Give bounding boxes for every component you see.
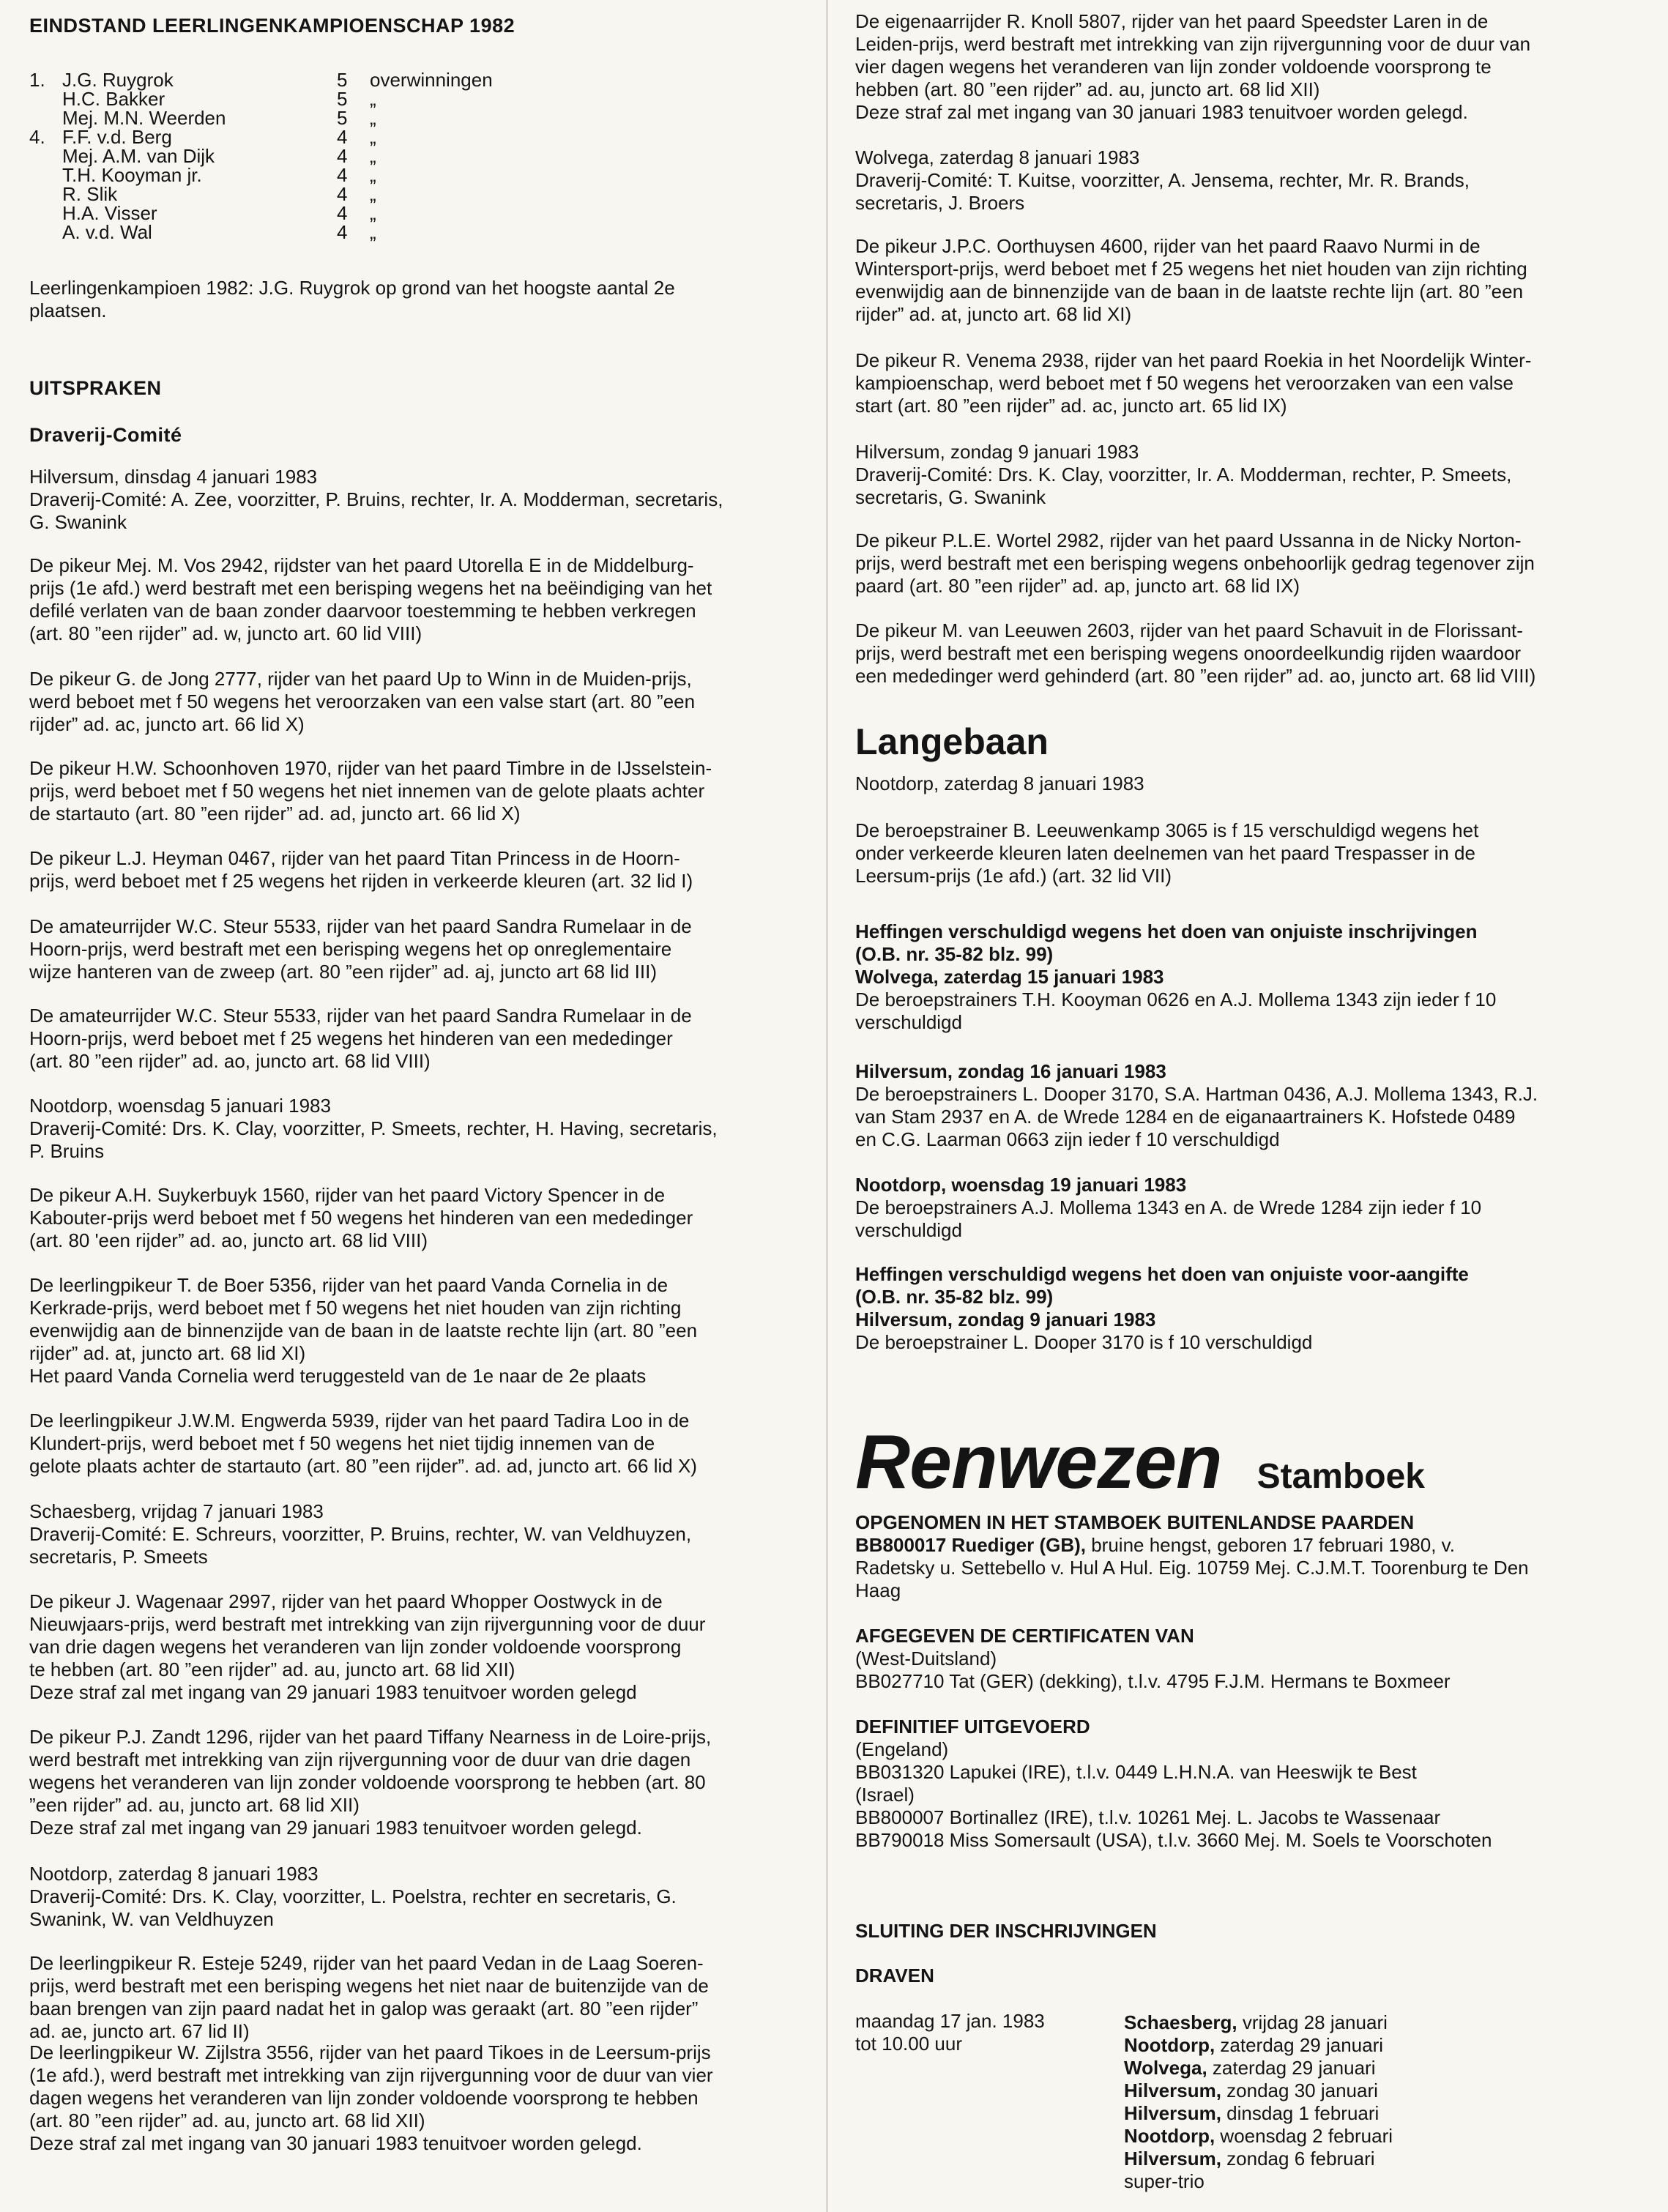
standings-rank bbox=[29, 185, 62, 204]
race-place: Nootdorp, bbox=[1124, 2125, 1215, 2147]
heffingen-3-heading: Nootdorp, woensdag 19 januari 1983 bbox=[855, 1174, 1187, 1196]
ruling-wagenaar: De pikeur J. Wagenaar 2997, rijder van het paard Whopper Oostwyck in de Nieuwjaars-prijs, werd bestraft met intrekking van zijn rijvergunning voor de duur van drie dagen wegens het veranderen van lijn zonder voldoende voorsprong te hebben (art. 80 ”een rijder” ad. au, juncto art. 68 lid XII) Deze straf zal met ingang van 29 januari 1983 tenuitvoer worden gelegd bbox=[29, 1590, 706, 1703]
standings-note: „ bbox=[370, 202, 376, 224]
certificaten-heading: AFGEGEVEN DE CERTIFICATEN VAN bbox=[855, 1625, 1194, 1647]
ruling-de-boer: De leerlingpikeur T. de Boer 5356, rijder van het paard Vanda Cornelia in de Kerkrade-prijs, werd beboet met f 50 wegens het niet houden van zijn richting evenwijdig aan de binnenzijde van de baan in de laatste rechte lijn (art. 80 ”een rijder” ad. at, juncto art. 68 lid XI) Het paard Vanda Cornelia werd teruggesteld van de 1e naar de 2e plaats bbox=[29, 1274, 698, 1387]
heffingen-1-text: De beroepstrainers T.H. Kooyman 0626 en A.J. Mollema 1343 zijn ieder f 10 verschuldigd bbox=[855, 988, 1497, 1033]
standings-rank bbox=[29, 108, 62, 127]
standings-note: „ bbox=[370, 107, 376, 129]
session-hilversum-4-jan: Hilversum, dinsdag 4 januari 1983 Draverij-Comité: A. Zee, voorzitter, P. Bruins, rechter, Ir. A. Modderman, secretaris, G. Swanink bbox=[29, 466, 723, 533]
standings-rank: 1. bbox=[29, 69, 45, 91]
race-item bbox=[1124, 2011, 1642, 2034]
ruling-engwerda: De leerlingpikeur J.W.M. Engwerda 5939, rijder van het paard Tadira Loo in de Klundert-prijs, werd beboet met f 50 wegens het niet tijdig innemen van de gelote plaats achter de startauto (art. 80 ”een rijder”. ad. ad, juncto art. 66 lid X) bbox=[29, 1410, 697, 1477]
standings-rank bbox=[29, 89, 62, 108]
heffingen-1-heading: Heffingen verschuldigd wegens het doen van onjuiste inschrijvingen (O.B. nr. 35-82 blz. 99) Wolvega, zaterdag 15 januari 1983 bbox=[855, 920, 1478, 988]
standings-wins: 4 bbox=[337, 202, 348, 224]
heffingen-2-heading: Hilversum, zondag 16 januari 1983 bbox=[855, 1060, 1166, 1082]
race-list bbox=[1124, 2011, 1642, 2193]
stamboek-heading: Stamboek bbox=[1256, 1457, 1425, 1496]
ruling-wortel: De pikeur P.L.E. Wortel 2982, rijder van het paard Ussanna in de Nicky Norton- prijs, werd bestraft met een berisping wegens onbehoorlijk gedrag tegenover zijn paard (art. 80 ”een rijder” ad. ap, juncto art. 68 lid IX) bbox=[855, 529, 1535, 597]
race-place: Hilversum, bbox=[1124, 2102, 1221, 2124]
heffingen-4-text: De beroepstrainer L. Dooper 3170 is f 10 verschuldigd bbox=[855, 1331, 1313, 1353]
column-gutter bbox=[826, 0, 828, 2212]
race-place: Hilversum, bbox=[1124, 2148, 1221, 2170]
ruling-de-jong: De pikeur G. de Jong 2777, rijder van het paard Up to Winn in de Muiden-prijs, werd beboet met f 50 wegens het veroorzaken van een valse start (art. 80 ”een rijder” ad. ac, juncto art. 66 lid X) bbox=[29, 668, 696, 735]
langebaan-heading: Langebaan bbox=[855, 721, 1049, 762]
standings-row bbox=[29, 185, 493, 204]
ruling-venema: De pikeur R. Venema 2938, rijder van het paard Roekia in het Noordelijk Winter- kampioenschap, werd beboet met f 50 wegens het veroorzaken van een valse start (art. 80 ”een rijder” ad. ac, juncto art. 65 lid IX) bbox=[855, 349, 1532, 417]
standings-note: „ bbox=[370, 164, 376, 186]
race-date: zaterdag 29 januari bbox=[1215, 2034, 1384, 2056]
standings-wins: 4 bbox=[337, 183, 348, 205]
race-place: Schaesberg, bbox=[1124, 2011, 1237, 2033]
ruling-steur-2: De amateurrijder W.C. Steur 5533, rijder van het paard Sandra Rumelaar in de Hoorn-prijs, werd beboet met f 25 wegens het hinderen van een mededinger (art. 80 ”een rijder” ad. ao, juncto art. 68 lid VIII) bbox=[29, 1005, 692, 1072]
standings-row bbox=[29, 127, 493, 146]
standings-wins: 5 bbox=[337, 88, 348, 110]
race-date: zaterdag 29 januari bbox=[1207, 2057, 1376, 2079]
renwezen-heading-row bbox=[855, 1420, 1642, 1505]
standings-title: EINDSTAND LEERLINGENKAMPIOENSCHAP 1982 bbox=[29, 15, 515, 37]
race-item bbox=[1124, 2125, 1642, 2148]
ruling-zijlstra: De leerlingpikeur W. Zijlstra 3556, rijder van het paard Tikoes in de Leersum-prijs (1e afd.), werd bestraft met intrekking van zijn rijvergunning voor de duur van vier dagen wegens het veranderen van lijn zonder voldoende voorsprong te hebben (art. 80 ”een rijder” ad. au, juncto art. 68 lid XII) Deze straf zal met ingang van 30 januari 1983 tenuitvoer worden gelegd. bbox=[29, 2041, 713, 2154]
standings-table bbox=[29, 70, 493, 242]
ruling-zandt: De pikeur P.J. Zandt 1296, rijder van het paard Tiffany Nearness in de Loire-prijs, werd bestraft met intrekking van zijn rijvergunning voor de duur van drie dagen wegens het veranderen van lijn zonder voldoende voorsprong te hebben (art. 80 ”een rijder” ad. au, juncto art. 68 lid XII) Deze straf zal met ingang van 29 januari 1983 tenuitvoer worden gelegd. bbox=[29, 1726, 712, 1839]
ruling-knoll: De eigenaarrijder R. Knoll 5807, rijder van het paard Speedster Laren in de Leiden-prijs, werd bestraft met intrekking van zijn rijvergunning voor de duur van vier dagen wegens het veranderen van lijn zonder voldoende voorsprong te hebben (art. 80 ”een rijder” ad. au, juncto art. 68 lid XII) Deze straf zal met ingang van 30 januari 1983 tenuitvoer worden gelegd. bbox=[855, 10, 1531, 123]
stamboek-opgenomen-heading: OPGENOMEN IN HET STAMBOEK BUITENLANDSE PAARDEN bbox=[855, 1511, 1415, 1533]
session-schaesberg-7-jan: Schaesberg, vrijdag 7 januari 1983 Draverij-Comité: E. Schreurs, voorzitter, P. Bruins, rechter, W. van Veldhuyzen, secretaris, P. Smeets bbox=[29, 1500, 692, 1568]
standings-wins: 5 bbox=[337, 69, 348, 91]
race-item bbox=[1124, 2148, 1642, 2170]
standings-note: „ bbox=[370, 126, 376, 148]
race-item bbox=[1124, 2079, 1642, 2102]
standings-name: Mej. A.M. van Dijk bbox=[62, 145, 215, 167]
renwezen-heading: Renwezen bbox=[855, 1420, 1222, 1505]
ruling-steur-1: De amateurrijder W.C. Steur 5533, rijder van het paard Sandra Rumelaar in de Hoorn-prijs, werd bestraft met een berisping wegens het op onreglementaire wijze hanteren van de zweep (art. 80 ”een rijder” ad. aj, juncto art 68 lid III) bbox=[29, 915, 692, 983]
stamboek-horse-ruediger: BB800017 Ruediger (GB), bbox=[855, 1534, 1086, 1556]
race-date: vrijdag 28 januari bbox=[1237, 2011, 1388, 2033]
ruling-vos: De pikeur Mej. M. Vos 2942, rijdster van het paard Utorella E in de Middelburg- prijs (1e afd.) werd bestraft met een berisping wegens het na beëindiging van het defilé verlaten van de baan zonder daarvoor toestemming te hebben verkregen (art. 80 ”een rijder” ad. w, juncto art. 60 lid VIII) bbox=[29, 554, 712, 644]
champion-note: Leerlingenkampioen 1982: J.G. Ruygrok op grond van het hoogste aantal 2e plaatsen. bbox=[29, 277, 675, 321]
race-date: zondag 30 januari bbox=[1221, 2079, 1378, 2101]
langebaan-ruling: De beroepstrainer B. Leeuwenkamp 3065 is f 15 verschuldigd wegens het onder verkeerde kleuren laten deelnemen van het paard Trespasser in de Leersum-prijs (1e afd.) (art. 32 lid VII) bbox=[855, 819, 1479, 887]
sluiting-heading: SLUITING DER INSCHRIJVINGEN bbox=[855, 1920, 1157, 1942]
standings-wins: 4 bbox=[337, 145, 348, 167]
ruling-oorthuysen: De pikeur J.P.C. Oorthuysen 4600, rijder van het paard Raavo Nurmi in de Wintersport-prijs, werd beboet met f 25 wegens het niet houden van zijn richting evenwijdig aan de binnenzijde van de baan in de laatste rechte lijn (art. 80 ”een rijder” ad. at, juncto art. 68 lid XI) bbox=[855, 235, 1527, 325]
standings-name: T.H. Kooyman jr. bbox=[62, 164, 202, 186]
stamboek-opgenomen-text bbox=[855, 1534, 1642, 1602]
standings-name: J.G. Ruygrok bbox=[62, 69, 174, 91]
stamboek-horse-details: bruine hengst, geboren 17 februari 1980, v. Radetsky u. Settebello v. Hul A Hul. Eig. 10759 Mej. C.J.M.T. Toorenburg te Den Haag bbox=[855, 1534, 1529, 1601]
standings-wins: 4 bbox=[337, 126, 348, 148]
langebaan-date: Nootdorp, zaterdag 8 januari 1983 bbox=[855, 772, 1144, 794]
ruling-van-leeuwen: De pikeur M. van Leeuwen 2603, rijder van het paard Schavuit in de Florissant- prijs, werd bestraft met een berisping wegens onoordeelkundig rijden waardoor een mededinger werd gehinderd (art. 80 ”een rijder” ad. ao, juncto art. 68 lid VIII) bbox=[855, 619, 1536, 687]
certificaten-text: (West-Duitsland) BB027710 Tat (GER) (dekking), t.l.v. 4795 F.J.M. Hermans te Boxmeer bbox=[855, 1647, 1451, 1692]
race-date: dinsdag 1 februari bbox=[1221, 2102, 1380, 2124]
standings-name: A. v.d. Wal bbox=[62, 221, 152, 243]
race-note: super-trio bbox=[1124, 2170, 1205, 2192]
ruling-esteje: De leerlingpikeur R. Esteje 5249, rijder van het paard Vedan in de Laag Soeren- prijs, werd bestraft met een berisping wegens het niet naar de buitenzijde van de baan brengen van zijn paard nadat het in galop was geraakt (art. 80 ”een rijder” ad. ae, juncto art. 67 lid II) bbox=[29, 1952, 709, 2042]
session-hilversum-9-jan: Hilversum, zondag 9 januari 1983 Draverij-Comité: Drs. K. Clay, voorzitter, Ir. A. Modderman, rechter, P. Smeets, secretaris, G. Swanink bbox=[855, 441, 1512, 508]
standings-rank: 4. bbox=[29, 126, 45, 148]
standings-rank bbox=[29, 223, 62, 242]
standings-wins: 5 bbox=[337, 107, 348, 129]
uitgevoerd-heading: DEFINITIEF UITGEVOERD bbox=[855, 1716, 1090, 1738]
section-uitspraken: UITSPRAKEN bbox=[29, 377, 162, 399]
heffingen-3-text: De beroepstrainers A.J. Mollema 1343 en A. de Wrede 1284 zijn ieder f 10 verschuldigd bbox=[855, 1196, 1482, 1241]
race-date: zondag 6 februari bbox=[1221, 2148, 1375, 2170]
race-item bbox=[1124, 2102, 1642, 2125]
standings-name: Mej. M.N. Weerden bbox=[62, 107, 226, 129]
standings-rank bbox=[29, 146, 62, 165]
standings-row bbox=[29, 165, 493, 185]
standings-note: „ bbox=[370, 88, 376, 110]
standings-wins: 4 bbox=[337, 164, 348, 186]
standings-note: „ bbox=[370, 183, 376, 205]
uitgevoerd-text: (Engeland) BB031320 Lapukei (IRE), t.l.v. 0449 L.H.N.A. van Heeswijk te Best (Israel) BB800007 Bortinallez (IRE), t.l.v. 10261 Mej. L. Jacobs te Wassenaar BB790018 Miss Somersault (USA), t.l.v. 3660 Mej. M. Soels te Voorschoten bbox=[855, 1738, 1492, 1851]
race-item bbox=[1124, 2057, 1642, 2079]
standings-wins: 4 bbox=[337, 221, 348, 243]
draven-heading: DRAVEN bbox=[855, 1965, 934, 1986]
ruling-suykerbuyk: De pikeur A.H. Suykerbuyk 1560, rijder van het paard Victory Spencer in de Kabouter-prijs werd beboet met f 50 wegens het hinderen van een mededinger (art. 80 'een rijder” ad. ao, juncto art. 68 lid VIII) bbox=[29, 1184, 693, 1251]
standings-name: H.C. Bakker bbox=[62, 88, 165, 110]
standings-note: „ bbox=[370, 221, 376, 243]
standings-row bbox=[29, 108, 493, 127]
ruling-heyman: De pikeur L.J. Heyman 0467, rijder van het paard Titan Princess in de Hoorn- prijs, werd beboet met f 25 wegens het rijden in verkeerde kleuren (art. 32 lid I) bbox=[29, 847, 693, 892]
standings-name: F.F. v.d. Berg bbox=[62, 126, 172, 148]
session-nootdorp-5-jan: Nootdorp, woensdag 5 januari 1983 Draverij-Comité: Drs. K. Clay, voorzitter, P. Smeets, rechter, H. Having, secretaris, P. Bruins bbox=[29, 1095, 718, 1162]
standings-rank bbox=[29, 204, 62, 223]
heffingen-4-heading: Heffingen verschuldigd wegens het doen van onjuiste voor-aangifte (O.B. nr. 35-82 blz. 99) Hilversum, zondag 9 januari 1983 bbox=[855, 1263, 1469, 1330]
standings-row bbox=[29, 146, 493, 165]
heffingen-2-text: De beroepstrainers L. Dooper 3170, S.A. Hartman 0436, A.J. Mollema 1343, R.J. van Stam 2937 en A. de Wrede 1284 en de eiganaartrainers K. Hofstede 0489 en C.G. Laarman 0663 zijn ieder f 10 verschuldigd bbox=[855, 1083, 1538, 1150]
race-place: Hilversum, bbox=[1124, 2079, 1221, 2101]
standings-row bbox=[29, 89, 493, 108]
standings-name: H.A. Visser bbox=[62, 202, 157, 224]
race-place: Wolvega, bbox=[1124, 2057, 1207, 2079]
race-date: woensdag 2 februari bbox=[1215, 2125, 1393, 2147]
standings-note: overwinningen bbox=[370, 69, 493, 91]
standings-row bbox=[29, 223, 493, 242]
standings-note: „ bbox=[370, 145, 376, 167]
race-place: Nootdorp, bbox=[1124, 2034, 1215, 2056]
ruling-schoonhoven: De pikeur H.W. Schoonhoven 1970, rijder van het paard Timbre in de IJsselstein- prijs, werd beboet met f 50 wegens het niet innemen van de gelote plaats achter de startauto (art. 80 ”een rijder” ad. ad, juncto art. 66 lid X) bbox=[29, 757, 712, 824]
session-wolvega-8-jan: Wolvega, zaterdag 8 januari 1983 Draverij-Comité: T. Kuitse, voorzitter, A. Jensema, rechter, Mr. R. Brands, secretaris, J. Broers bbox=[855, 146, 1470, 214]
section-draverij-comite: Draverij-Comité bbox=[29, 424, 182, 446]
race-item bbox=[1124, 2034, 1642, 2057]
standings-row bbox=[29, 204, 493, 223]
session-nootdorp-8-jan: Nootdorp, zaterdag 8 januari 1983 Draverij-Comité: Drs. K. Clay, voorzitter, L. Poelstra, rechter en secretaris, G. Swanink, W. van Veldhuyzen bbox=[29, 1863, 677, 1930]
deadline-text: maandag 17 jan. 1983 tot 10.00 uur bbox=[855, 2010, 1045, 2055]
standings-rank bbox=[29, 165, 62, 185]
standings-row bbox=[29, 70, 493, 89]
standings-name: R. Slik bbox=[62, 183, 118, 205]
